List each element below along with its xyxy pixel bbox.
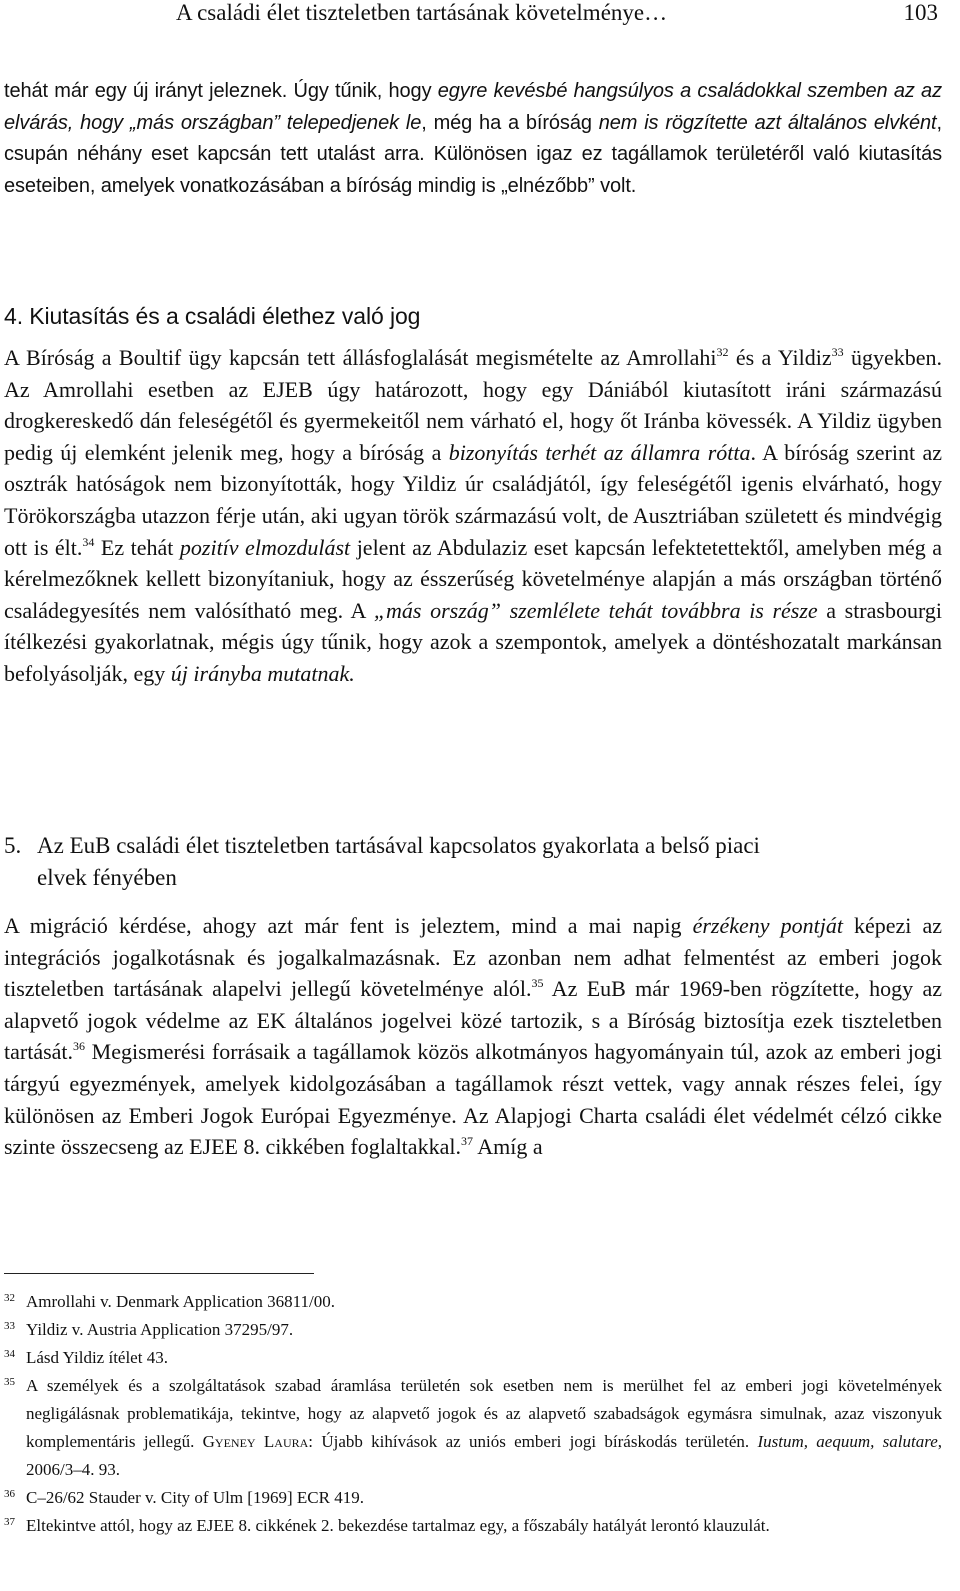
footnote-ref[interactable]: 35 (531, 976, 544, 991)
section-5-number: 5. (4, 833, 22, 858)
footnote-36 (4, 1484, 942, 1512)
footnote-number: 37 (4, 1516, 15, 1528)
footnote-run: : Újabb kihívások az uniós emberi jogi bíráskodás területén. (308, 1432, 758, 1451)
intro-paragraph (4, 76, 942, 202)
footnote-number: 34 (4, 1348, 15, 1360)
footnote-ref[interactable]: 33 (831, 345, 844, 359)
body-emphasis: „más ország” szemlélete tehát továbbra is része (373, 597, 818, 623)
section-5-title: Az EuB családi élet tiszteletben tartásával kapcsolatos gyakorlata a belső piaci (37, 833, 760, 858)
footnote-number: 33 (4, 1320, 15, 1332)
body-run: képezi az integrációs jogalkotásnak és jogalkalmazásnak. Ez azonban nem adhat felmentést az emberi jogok tiszteletben tartásának alapelvi jellegű követelménye alól. (4, 913, 942, 1002)
section-4-body (4, 342, 942, 690)
footnote-text: Lásd Yildiz ítélet 43. (26, 1348, 168, 1367)
footnote-32 (4, 1288, 942, 1316)
footnote-journal: Iustum, aequum, salutare (757, 1432, 938, 1451)
footnote-ref[interactable]: 34 (82, 534, 95, 549)
intro-emphasis: egyre kevésbé hangsúlyos a családokkal szemben az az elvárás, hogy „más országban” telepedjenek le (4, 80, 942, 134)
intro-text (4, 76, 942, 202)
footnote-run: A személyek és a szolgáltatások szabad áramlása területén sok esetben nem is merülhet fel az emberi jogi követelmények negligálásnak problematikája, tekintve, hogy az alapvető jogok és az alapvető szabadságok egymásra simulnak, azaz viszonyuk komplementáris jellegű. (26, 1376, 942, 1451)
footnote-number: 35 (4, 1376, 15, 1388)
footnote-run: , 2006/3–4. 93. (26, 1432, 942, 1479)
footnote-37 (4, 1512, 942, 1540)
body-emphasis: bizonyítás terhét az államra rótta (448, 439, 751, 465)
footnote-text (26, 1376, 942, 1479)
running-title: A családi élet tiszteletben tartásának követelménye… (176, 0, 668, 25)
body-run: és a Yildiz (728, 345, 832, 370)
footnote-number: 32 (4, 1292, 15, 1304)
running-header (0, 0, 960, 40)
footnote-text: Yildiz v. Austria Application 37295/97. (26, 1320, 294, 1339)
section-5-title-cont: elvek fényében (37, 865, 177, 890)
body-emphasis: pozitív elmozdulást (179, 534, 351, 560)
body-run: Ez tehát (94, 534, 180, 560)
section-5-heading-line (4, 830, 942, 862)
body-emphasis: új irányba mutatnak. (170, 660, 355, 686)
footnote-ref[interactable]: 36 (73, 1039, 86, 1054)
body-run: A Bíróság a Boultif ügy kapcsán tett állásfoglalását megismételte az Amrollahi (4, 345, 717, 370)
body-run: a strasbourgi ítélkezési gyakorlatnak, mégis úgy tűnik, hogy azok a szempontok, amelyek a döntéshozatalt markánsan befolyásolják, egy (4, 597, 942, 686)
section-4-heading: 4. Kiutasítás és a családi élethez való jog (4, 303, 421, 329)
section-5-paragraph (4, 910, 942, 1163)
body-run: ügyekben. Az Amrollahi esetben az EJEB úgy határozott, hogy egy Dániából kiutasított iráni származású drogkereskedő dán feleségétől és gyermekeitől nem várható el, hogy őt Iránba kövessék. A Yildiz ügyben pedig új elemként jelenik meg, hogy a bíróság a (4, 345, 942, 465)
footnotes (4, 1288, 942, 1540)
section-5-body (4, 910, 942, 1163)
body-run: Amíg a (472, 1134, 543, 1160)
body-run: jelent az Abdulaziz eset kapcsán lefektetettektől, amelyben még a kérelmezőknek kellett bizonyítaniuk, hogy az ésszerűség követelménye alapján a más országban történő családegyesítés nem valósítható meg. A (4, 534, 942, 623)
footnote-35 (4, 1372, 942, 1484)
footnote-text: Amrollahi v. Denmark Application 36811/00. (26, 1292, 335, 1311)
footnote-ref[interactable]: 32 (716, 345, 729, 359)
intro-emphasis: nem is rögzítette azt általános elvként (598, 111, 937, 134)
body-emphasis: érzékeny pontját (692, 913, 843, 938)
footnote-text: Eltekintve attól, hogy az EJEE 8. cikkének 2. bekezdése tartalmaz egy, a főszabály hatályát lerontó klauzulát. (26, 1516, 770, 1535)
footnote-number: 36 (4, 1488, 15, 1500)
footnote-34 (4, 1344, 942, 1372)
body-run: A migráció kérdése, ahogy azt már fent is jeleztem, mind a mai napig (4, 913, 693, 938)
footnote-separator (4, 1273, 314, 1274)
footnote-text: C–26/62 Stauder v. City of Ulm [1969] ECR 419. (26, 1488, 364, 1507)
section-5-heading (4, 830, 942, 894)
section-4-paragraph (4, 342, 942, 690)
footnote-ref[interactable]: 37 (460, 1134, 473, 1149)
footnote-author: Gyeney Laura (202, 1432, 309, 1451)
body-run: Megismerési forrásaik a tagállamok közös alkotmányos hagyományain túl, azok az emberi jogi tárgyú egyezmények, amelyek kidolgozásában a tagállamok részt vettek, vagy annak részes felei, így különösen az Emberi Jogok Európai Egyezménye. Az Alapjogi Charta családi élet védelmét célzó cikke szinte összecseng az EJEE 8. cikkében foglaltakkal. (4, 1039, 942, 1160)
footnote-33 (4, 1316, 942, 1344)
body-run: Az EuB már 1969-ben rögzítette, hogy az alapvető jogok védelme az EK általános jogelvei közé tartozik, s a Bíróság biztosítja ezek tiszteletben tartását. (4, 976, 942, 1065)
body-run: . A bíróság szerint az osztrák hatóságok nem bizonyították, hogy Yildiz úr családjától, így feleségétől igenis elvárható, hogy Törökországba utazzon férje után, aki ugyan török származású volt, de Ausztriában született és mindvégig ott is élt. (4, 439, 942, 560)
intro-run: , még ha a bíróság (421, 111, 599, 134)
intro-run: tehát már egy új irányt jeleznek. Úgy tűnik, hogy (4, 80, 438, 102)
page-number: 103 (903, 0, 938, 25)
intro-run: , csupán néhány eset kapcsán tett utalást arra. Különösen igaz ez tagállamok területéről való kiutasítás eseteiben, amelyek vonatkozásában a bíróság mindig is „elnézőbb” volt. (4, 111, 942, 197)
